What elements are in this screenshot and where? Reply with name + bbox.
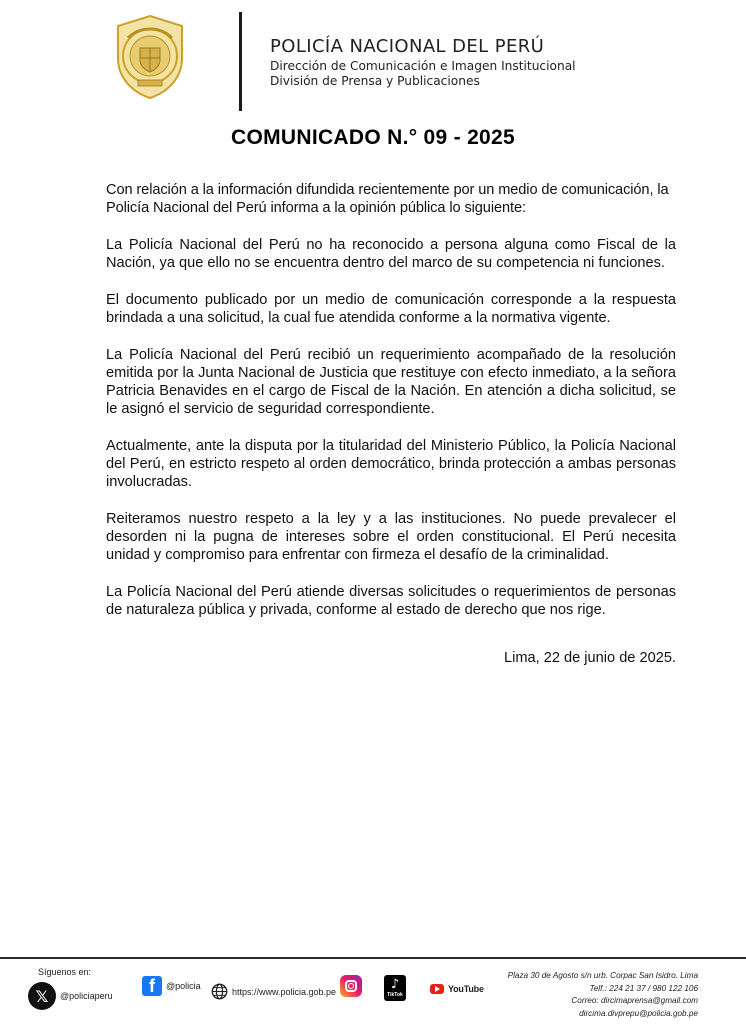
website-link[interactable] bbox=[211, 983, 336, 1000]
paragraph-2: El documento publicado por un medio de comunicación corresponde a la respuesta brindada a una solicitud, la cual fue atendida conforme a la normativa vigente. bbox=[106, 292, 676, 326]
tiktok-social-link[interactable] bbox=[384, 975, 406, 1001]
contact-email-secondary: dircima.divprepu@policia.gob.pe bbox=[579, 1008, 698, 1018]
tiktok-icon: ♪ TikTok bbox=[384, 975, 406, 1001]
x-handle: @policiaperu bbox=[60, 991, 113, 1001]
facebook-social-link[interactable] bbox=[142, 976, 201, 996]
division-name: División de Prensa y Publicaciones bbox=[270, 74, 480, 89]
footer-divider bbox=[0, 957, 746, 959]
contact-address: Plaza 30 de Agosto s/n urb. Corpac San Isidro. Lima bbox=[507, 971, 698, 980]
tiktok-label: TikTok bbox=[387, 992, 403, 998]
organization-name: POLICÍA NACIONAL DEL PERÚ bbox=[270, 36, 545, 57]
contact-email: Correo: dircimaprensa@gmail.com bbox=[571, 996, 698, 1006]
paragraph-intro: Con relación a la información difundida recientemente por un medio de comunicación, la Policía Nacional del Perú informa a la opinión pública lo siguiente: bbox=[106, 182, 669, 216]
follow-label: Síguenos en: bbox=[38, 967, 92, 977]
facebook-handle: @policia bbox=[166, 981, 201, 991]
youtube-social-link[interactable] bbox=[430, 984, 484, 994]
paragraph-3: La Policía Nacional del Perú recibió un requerimiento acompañado de la resolución emitida por la Junta Nacional de Justicia que restituye con efecto inmediato, a la señora Patricia Benavides en el cargo de Fiscal de la Nación. En atención a dicha solicitud, se le asignó el servicio de seguridad correspondiente. bbox=[106, 347, 676, 417]
organization-block bbox=[270, 38, 576, 87]
globe-icon bbox=[211, 983, 228, 1000]
instagram-social-link[interactable] bbox=[340, 975, 362, 997]
page-title: COMUNICADO N.° 09 - 2025 bbox=[231, 126, 515, 149]
dateline: Lima, 22 de junio de 2025. bbox=[503, 650, 676, 666]
paragraph-4: Actualmente, ante la disputa por la titularidad del Ministerio Público, la Policía Nacional del Perú, en estricto respeto al orden democrático, brinda protección a ambas personas involucradas. bbox=[106, 438, 676, 490]
header-divider bbox=[239, 12, 242, 111]
x-icon: 𝕏 bbox=[28, 982, 56, 1010]
contact-phone: Telf.: 224 21 37 / 980 122 106 bbox=[589, 983, 698, 993]
pnp-seal-icon bbox=[110, 14, 190, 100]
youtube-label: YouTube bbox=[448, 984, 484, 994]
contact-info bbox=[508, 970, 698, 1020]
website-url: https://www.policia.gob.pe bbox=[232, 986, 337, 997]
paragraph-5: Reiteramos nuestro respeto a la ley y a las instituciones. No puede prevalecer el desorden ni la pugna de intereses sobre el orden constitucional. El Perú necesita unidad y compromiso para enfrentar con firmeza el desafío de la criminalidad. bbox=[106, 511, 676, 563]
paragraph-1: La Policía Nacional del Perú no ha reconocido a persona alguna como Fiscal de la Nación, ya que ello no se encuentra dentro del marco de su competencia ni funciones. bbox=[106, 237, 676, 271]
statement-body bbox=[106, 181, 676, 638]
paragraph-6: La Policía Nacional del Perú atiende diversas solicitudes o requerimientos de personas de naturaleza pública y privada, conforme al estado de derecho que nos rige. bbox=[106, 584, 676, 618]
facebook-icon: f bbox=[142, 976, 162, 996]
youtube-icon bbox=[430, 984, 444, 994]
directorate-name: Dirección de Comunicación e Imagen Institucional bbox=[270, 59, 576, 73]
instagram-icon bbox=[340, 975, 362, 997]
x-social-link[interactable] bbox=[28, 982, 113, 1010]
